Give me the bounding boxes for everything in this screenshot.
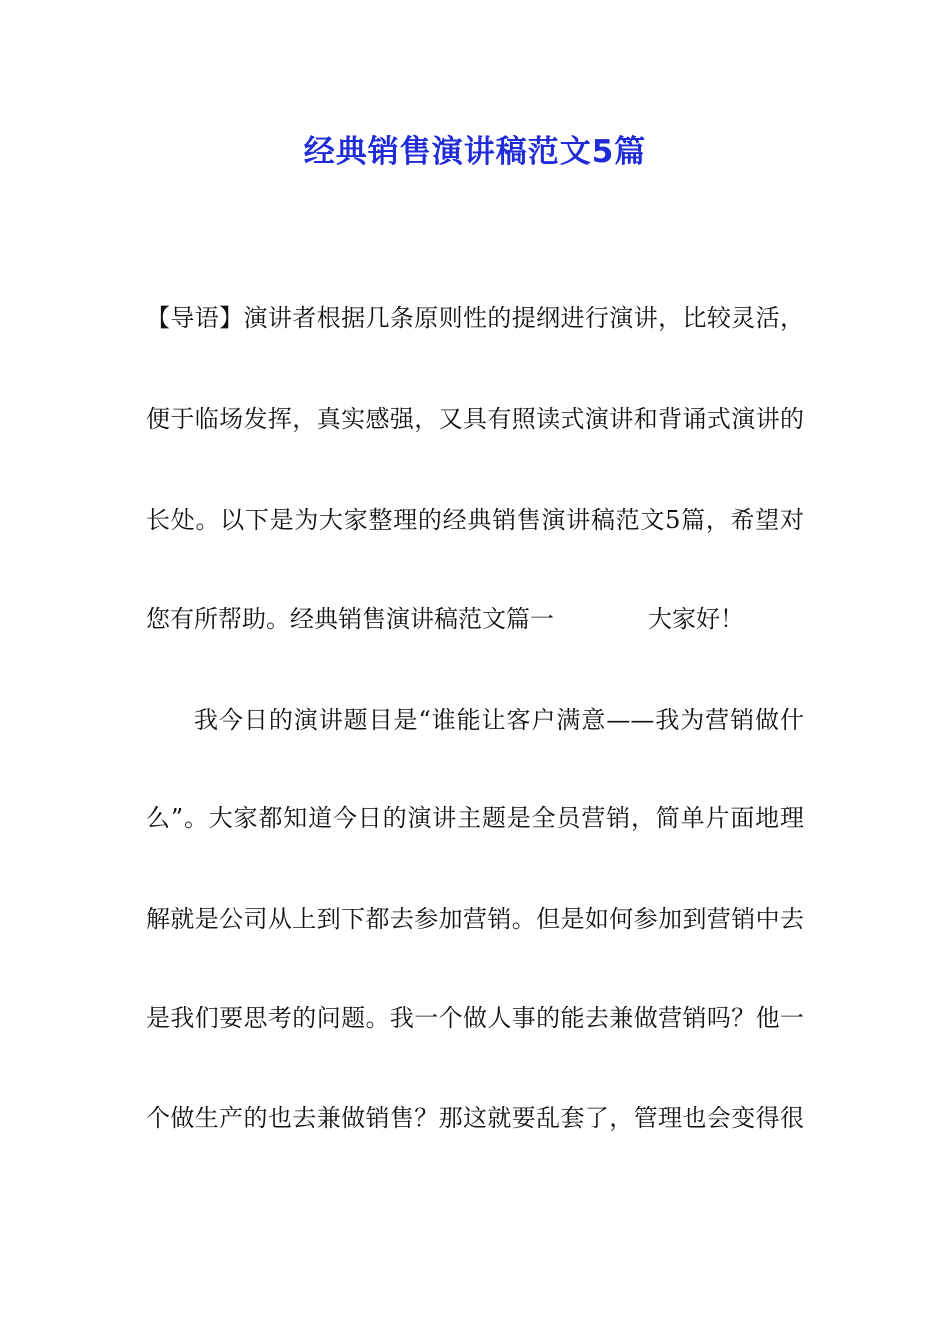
body-line-8: 是我们要思考的问题。我一个做人事的能去兼做营销吗？他一 xyxy=(146,1004,804,1032)
body-line-7: 解就是公司从上到下都去参加营销。但是如何参加到营销中去 xyxy=(146,905,804,933)
body-line-1: 【导语】演讲者根据几条原则性的提纲进行演讲，比较灵活， xyxy=(146,304,804,332)
body-line-9: 个做生产的也去兼做销售？那这就要乱套了，管理也会变得很 xyxy=(146,1104,804,1132)
document-title: 经典销售演讲稿范文5篇 xyxy=(303,134,647,170)
body-line-3: 长处。以下是为大家整理的经典销售演讲稿范文5篇，希望对 xyxy=(146,506,804,534)
body-line-5 xyxy=(146,705,804,735)
body-line-2: 便于临场发挥，真实感强，又具有照读式演讲和背诵式演讲的 xyxy=(146,405,804,433)
paragraph-start: 我今日的演讲题目是“谁能让客户满意——我为营销做什 xyxy=(194,706,804,734)
body-line-6: 么”。大家都知道今日的演讲主题是全员营销，简单片面地理 xyxy=(146,804,804,832)
body-line-4 xyxy=(146,604,744,634)
greeting: 大家好！ xyxy=(648,605,744,633)
section-heading: 您有所帮助。经典销售演讲稿范文篇一 xyxy=(146,605,554,633)
